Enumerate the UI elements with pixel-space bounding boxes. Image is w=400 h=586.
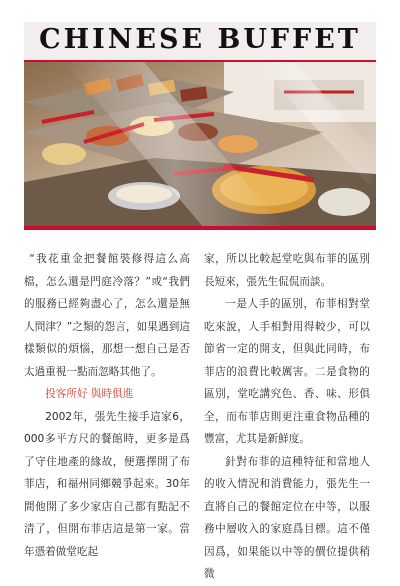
banner-title: CHINESE BUFFET	[39, 24, 361, 55]
article-paragraph: 一是人手的區別，布菲相對堂吃來說，人手相對用得較少，可以節省一定的開支，但與此同時，布菲店的浪費比較厲害。二是食物的區別，堂吃講究色、香、味、形俱全，而布菲店則更注重食物品種的豐富，尤其是新鮮度。	[204, 298, 370, 445]
article-paragraph: 針對布菲的這種特征和當地人的收入情況和消費能力，張先生一直將自己的餐館定位在中等，以服務中層收入的家庭爲目標。這不僅因爲，如果能以中等的價位提供稍微	[204, 455, 370, 580]
article-paragraph: “我花重金把餐館裝修得這么高檔，怎么還是門庭冷落？”或“我們的服務已經夠盡心了，怎么還是無人問津？”之類的怨言，如果遇到這樣類似的煩惱，那想一想自己是否太過重視一點而忽略其他了。	[24, 253, 190, 378]
article-left-column	[24, 248, 190, 563]
header-banner	[24, 22, 376, 230]
article-paragraph: 2002年，張先生接手這家6，000多平方尺的餐館時，更多是爲了守住地產的緣故，便選擇開了布菲店，和福州同鄉競爭起來。30年間他開了多少家店自己都有點記不清了，但開布菲店這是第一家。當年憑着做堂吃起	[24, 410, 190, 558]
buffet-photo-illustration	[24, 62, 376, 228]
buffet-photo	[24, 62, 376, 228]
banner-bottom-rule	[24, 226, 376, 230]
article-paragraph: 家，所以比較起堂吃與布菲的區別長短來，張先生侃侃而談。	[204, 253, 370, 288]
article-right-column	[204, 248, 370, 586]
article-subheading: 投客所好 與時俱進	[45, 388, 134, 400]
